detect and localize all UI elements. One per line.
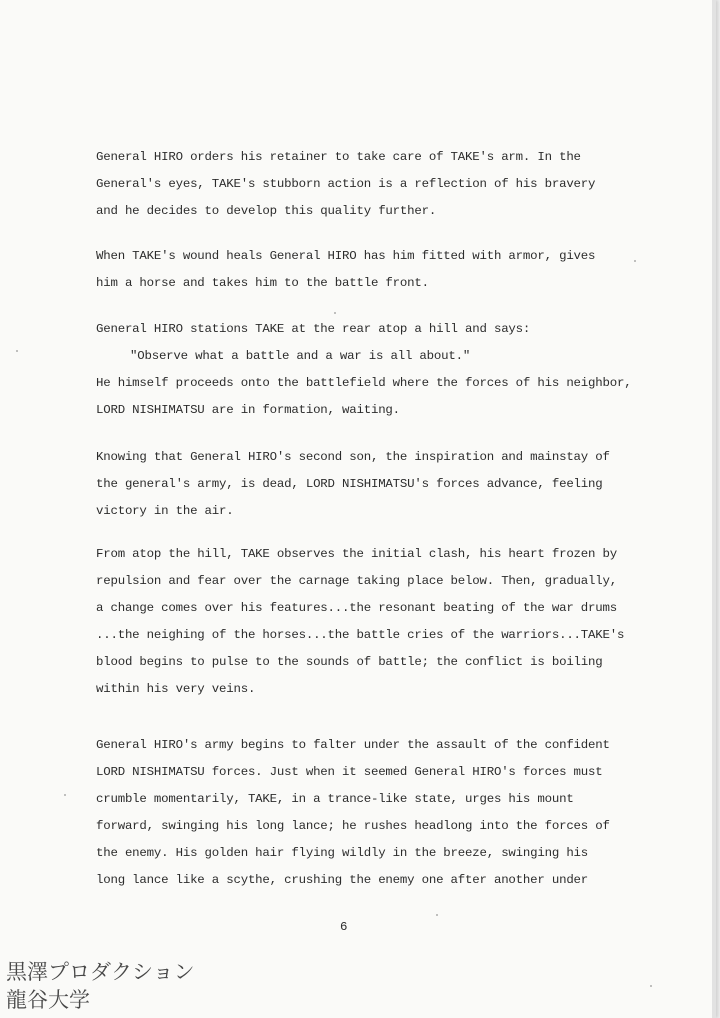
paper-speck [334,312,336,314]
text-line: forward, swinging his long lance; he rushes headlong into the forces of [96,819,610,833]
watermark-line-1: 黒澤プロダクション [6,960,195,984]
text-line: From atop the hill, TAKE observes the initial clash, his heart frozen by [96,547,617,561]
text-line: When TAKE's wound heals General HIRO has him fitted with armor, gives [96,249,596,263]
text-line: blood begins to pulse to the sounds of battle; the conflict is boiling [96,655,603,669]
paper-speck [64,794,66,796]
text-line: General HIRO stations TAKE at the rear atop a hill and says: [96,322,531,336]
text-line: LORD NISHIMATSU forces. Just when it seemed General HIRO's forces must [96,765,603,779]
page-number: 6 [340,920,348,934]
text-line: crumble momentarily, TAKE, in a trance-like state, urges his mount [96,792,574,806]
watermark-line-2: 龍谷大学 [6,988,90,1012]
paragraph-1 [96,144,636,225]
paper-speck [436,914,438,916]
text-line: General HIRO orders his retainer to take care of TAKE's arm. In the [96,150,581,164]
text-line: victory in the air. [96,504,234,518]
paper-speck [650,985,652,987]
paragraph-3 [96,316,636,424]
text-line: LORD NISHIMATSU are in formation, waiting. [96,403,400,417]
paper-speck [634,260,636,262]
paragraph-6 [96,732,636,894]
text-line: He himself proceeds onto the battlefield where the forces of his neighbor, [96,376,632,390]
text-line: a change comes over his features...the resonant beating of the war drums [96,601,617,615]
paragraph-4 [96,444,636,525]
text-line: General's eyes, TAKE's stubborn action is a reflection of his bravery [96,177,596,191]
text-line: and he decides to develop this quality further. [96,204,437,218]
paragraph-5 [96,541,636,703]
archive-watermark [6,958,195,1014]
quoted-line: "Observe what a battle and a war is all about." [130,349,471,363]
text-line: long lance like a scythe, crushing the enemy one after another under [96,873,589,887]
paper-speck [16,350,18,352]
text-line: him a horse and takes him to the battle front. [96,276,429,290]
text-line: General HIRO's army begins to falter under the assault of the confident [96,738,610,752]
text-line: Knowing that General HIRO's second son, the inspiration and mainstay of [96,450,610,464]
text-line: the enemy. His golden hair flying wildly in the breeze, swinging his [96,846,589,860]
text-line: the general's army, is dead, LORD NISHIMATSU's forces advance, feeling [96,477,603,491]
page-edge [712,0,716,1018]
paragraph-2 [96,243,636,297]
text-line: repulsion and fear over the carnage taking place below. Then, gradually, [96,574,617,588]
text-line: within his very veins. [96,682,256,696]
text-line: ...the neighing of the horses...the battle cries of the warriors...TAKE's [96,628,625,642]
